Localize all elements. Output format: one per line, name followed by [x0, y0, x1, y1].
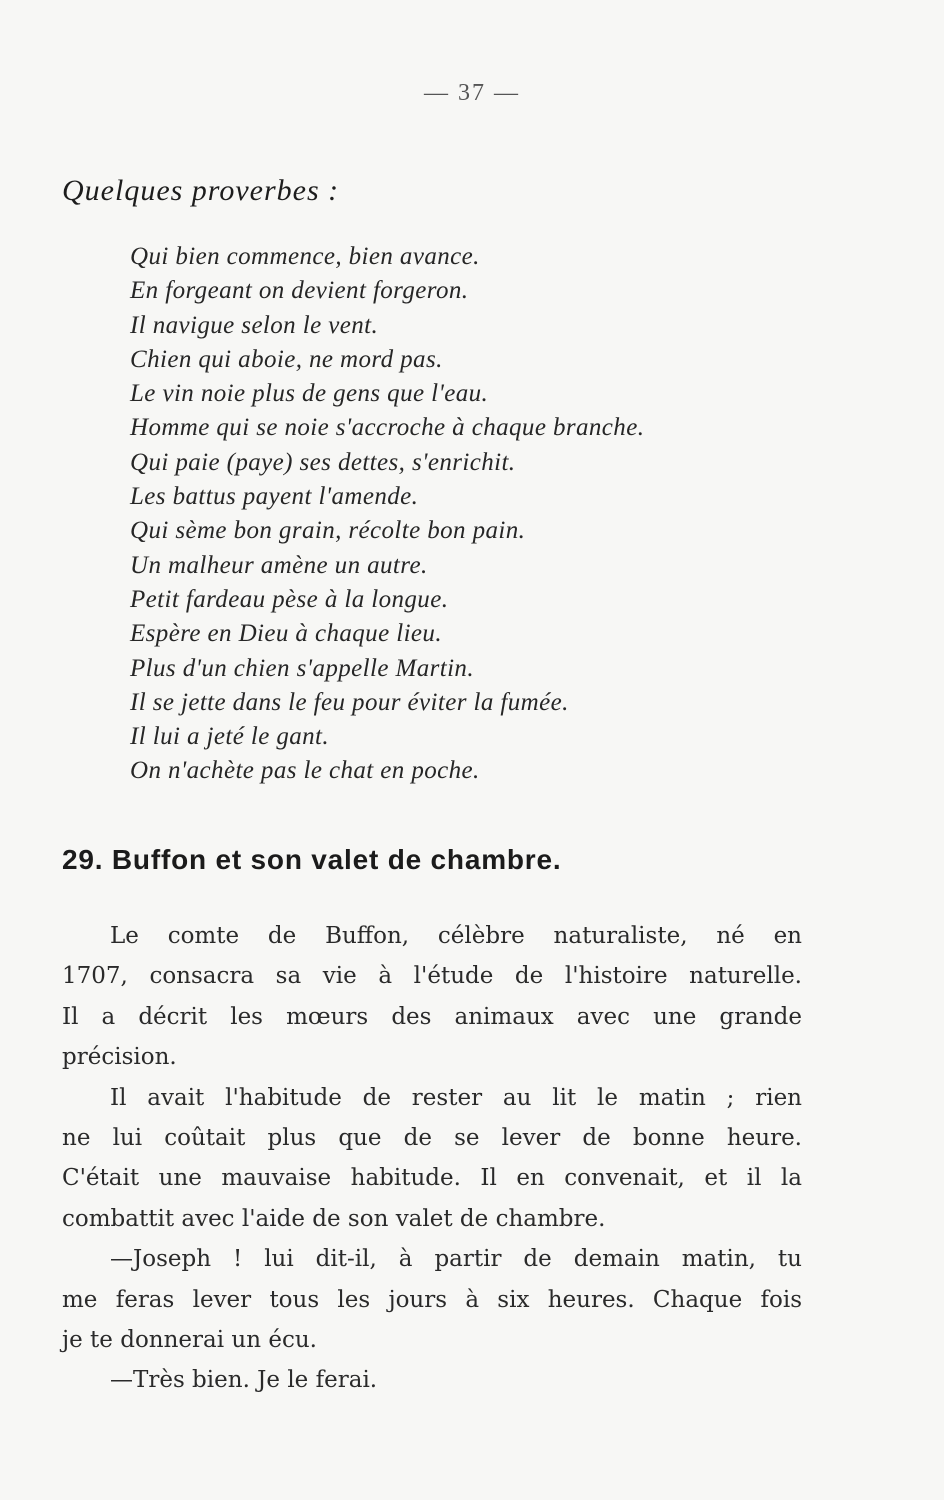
- section-title: 29. Buffon et son valet de chambre.: [62, 844, 562, 875]
- proverb-item: Plus d'un chien s'appelle Martin.: [130, 654, 474, 682]
- proverb-item: Le vin noie plus de gens que l'eau.: [130, 380, 489, 408]
- proverb-item: Qui paie (paye) ses dettes, s'enrichit.: [130, 448, 516, 476]
- story-line: je te donnerai un écu.: [62, 1326, 317, 1353]
- proverb-list: [130, 240, 644, 789]
- proverb-item: Qui sème bon grain, récolte bon pain.: [130, 517, 526, 545]
- story-line: 1707, consacra sa vie à l'étude de l'histoire naturelle.: [62, 963, 802, 990]
- proverb-item: Chien qui aboie, ne mord pas.: [130, 345, 443, 373]
- story-line: Le comte de Buffon, célèbre naturaliste, né en: [110, 923, 802, 949]
- proverbs-heading: Quelques proverbes :: [62, 174, 340, 207]
- story-line: C'était une mauvaise habitude. Il en convenait, et il la: [62, 1165, 802, 1192]
- proverb-item: Les battus payent l'amende.: [130, 483, 419, 511]
- story-line: ne lui coûtait plus que de se lever de bonne heure.: [62, 1124, 802, 1151]
- proverb-item: Il se jette dans le feu pour éviter la fumée.: [130, 688, 569, 716]
- story-line: précision.: [62, 1044, 177, 1071]
- proverb-item: On n'achète pas le chat en poche.: [130, 757, 480, 785]
- proverb-item: Il lui a jeté le gant.: [130, 723, 330, 751]
- story-line: Il a décrit les mœurs des animaux avec une grande: [62, 1003, 802, 1030]
- page-number: — 37 —: [424, 80, 520, 106]
- proverb-item: Petit fardeau pèse à la longue.: [130, 585, 449, 613]
- story-line: combattit avec l'aide de son valet de chambre.: [62, 1205, 606, 1232]
- proverb-item: Il navigue selon le vent.: [130, 311, 379, 339]
- story-line: —Très bien. Je le ferai.: [110, 1367, 378, 1394]
- story-line: Il avait l'habitude de rester au lit le matin ; rien: [110, 1084, 802, 1111]
- story-line: —Joseph ! lui dit-il, à partir de demain matin, tu: [110, 1246, 802, 1273]
- story-line: me feras lever tous les jours à six heures. Chaque fois: [62, 1286, 802, 1313]
- proverb-item: Qui bien commence, bien avance.: [130, 243, 480, 270]
- proverb-item: Espère en Dieu à chaque lieu.: [130, 620, 442, 648]
- story-text: [62, 916, 802, 1401]
- proverb-item: Un malheur amène un autre.: [130, 551, 428, 579]
- proverb-item: Homme qui se noie s'accroche à chaque branche.: [130, 414, 645, 442]
- proverb-item: En forgeant on devient forgeron.: [130, 277, 469, 305]
